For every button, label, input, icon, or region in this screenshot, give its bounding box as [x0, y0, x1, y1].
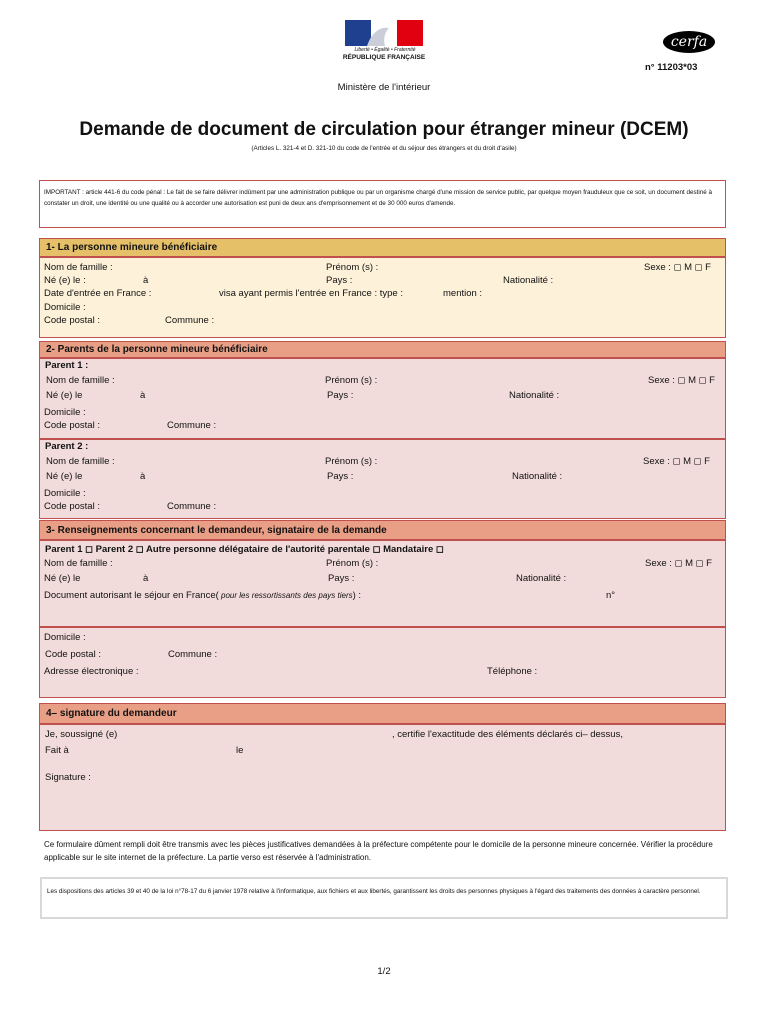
page-number: 1/2	[377, 966, 391, 977]
p1-pays: Pays :	[327, 390, 354, 401]
p2-sexe[interactable]: Sexe : ◻ M ◻ F	[643, 456, 710, 467]
s3-ne: Né (e) le	[44, 573, 81, 584]
p2-domicile: Domicile :	[44, 488, 86, 499]
s3-sexe[interactable]: Sexe : ◻ M ◻ F	[645, 558, 712, 569]
s3-doc-sejour	[44, 590, 361, 601]
p1-code-postal: Code postal :	[44, 420, 100, 431]
marianne-logo	[345, 20, 423, 46]
ministry: Ministère de l'intérieur	[337, 82, 431, 93]
s3-doc-sejour-end: ) :	[352, 590, 362, 601]
signature-box	[39, 724, 726, 831]
s4-soussigne: Je, soussigné (e)	[45, 729, 118, 740]
contact-box	[39, 627, 726, 698]
page-subtitle: (Articles L. 321-4 et D. 321-10 du code de l'entrée et du séjour des étrangers et du droit d'asile)	[251, 145, 517, 152]
cnil-notice: Les dispositions des articles 39 et 40 de la loi n°78-17 du 6 janvier 1978 relative à l'informatique, aux fichiers et aux libertés, garantissent les droits des personnes physiques à l'égard des traitements des données à caractère personnel.	[40, 877, 728, 919]
p2-prenom: Prénom (s) :	[325, 456, 378, 467]
s1-visa: visa ayant permis l'entrée en France : type :	[219, 288, 403, 299]
cerfa-logo: cerfa	[663, 31, 715, 53]
p2-pays: Pays :	[327, 471, 354, 482]
s4-signature: Signature :	[45, 772, 91, 783]
s4-fait: Fait à	[45, 745, 69, 756]
s3-pays: Pays :	[328, 573, 355, 584]
s1-code-postal: Code postal :	[44, 315, 100, 326]
s3-doc-sejour-text: Document autorisant le séjour en France(	[44, 590, 219, 601]
s3-doc-sejour-italic: pour les ressortissants des pays tiers	[218, 591, 353, 600]
motto: Liberté • Égalité • Fraternité	[354, 47, 416, 53]
p1-a: à	[140, 390, 146, 401]
s3-code-postal: Code postal :	[45, 649, 101, 660]
s3-domicile: Domicile :	[44, 632, 86, 643]
s4-certifie: , certifie l'exactitude des éléments déclarés ci– dessus,	[392, 729, 623, 740]
p2-nationalite: Nationalité :	[512, 471, 563, 482]
s3-prenom: Prénom (s) :	[326, 558, 379, 569]
s1-commune: Commune :	[165, 315, 215, 326]
s3-nom: Nom de famille :	[44, 558, 113, 569]
p2-code-postal: Code postal :	[44, 501, 100, 512]
s1-nom: Nom de famille :	[44, 262, 113, 273]
flag-icon	[345, 20, 423, 46]
p2-ne: Né (e) le	[46, 471, 83, 482]
s3-numero: n°	[606, 590, 616, 601]
page-title: Demande de document de circulation pour étranger mineur (DCEM)	[79, 119, 689, 140]
p1-nationalite: Nationalité :	[509, 390, 560, 401]
s1-mention: mention :	[443, 288, 483, 299]
important-notice: IMPORTANT : article 441-6 du code pénal : Le fait de se faire délivrer indûment par une administration publique ou par un organisme chargé d'une mission de service public, par quelque moyen frauduleux que ce soit, un document destiné à constater un droit, une identité ou une qualité ou à accorder une autorisation est puni de deux ans d'emprisonnement et de 30 000 euros d'amende.	[39, 180, 726, 228]
s1-nationalite: Nationalité :	[503, 275, 554, 286]
republic-label: RÉPUBLIQUE FRANÇAISE	[342, 54, 426, 61]
s3-commune: Commune :	[168, 649, 218, 660]
section4-header: 4– signature du demandeur	[39, 703, 726, 724]
p1-ne: Né (e) le	[46, 390, 83, 401]
s3-qualite[interactable]: Parent 1 ◻ Parent 2 ◻ Autre personne délégataire de l'autorité parentale ◻ Mandataire ◻	[45, 544, 444, 555]
s1-sexe[interactable]: Sexe : ◻ M ◻ F	[644, 262, 711, 273]
section3-header: 3- Renseignements concernant le demandeur, signataire de la demande	[39, 520, 726, 540]
p1-commune: Commune :	[167, 420, 217, 431]
section1-header: 1- La personne mineure bénéficiaire	[39, 238, 726, 257]
p1-sexe[interactable]: Sexe : ◻ M ◻ F	[648, 375, 715, 386]
p1-domicile: Domicile :	[44, 407, 86, 418]
s1-pays: Pays :	[326, 275, 353, 286]
p2-nom: Nom de famille :	[46, 456, 115, 467]
p1-prenom: Prénom (s) :	[325, 375, 378, 386]
p2-a: à	[140, 471, 146, 482]
s4-le: le	[236, 745, 244, 756]
footer-note: Ce formulaire dûment rempli doit être transmis avec les pièces justificatives demandées à la préfecture compétente pour le domicile de la personne mineure concernée. Vérifier la procédure applicable sur le site internet de la préfecture. La partie verso est réservée à l'administration.	[44, 840, 713, 862]
s1-domicile: Domicile :	[44, 302, 86, 313]
cerfa-number: n° 11203*03	[645, 62, 698, 73]
s1-ne: Né (e) le :	[44, 275, 86, 286]
parent1-label: Parent 1 :	[45, 360, 89, 371]
s3-a: à	[143, 573, 149, 584]
parent2-label: Parent 2 :	[45, 441, 89, 452]
s1-a: à	[143, 275, 149, 286]
section2-header: 2- Parents de la personne mineure bénéficiaire	[39, 341, 726, 358]
s3-telephone: Téléphone :	[487, 666, 538, 677]
p1-nom: Nom de famille :	[46, 375, 115, 386]
s3-email: Adresse électronique :	[44, 666, 139, 677]
s1-prenom: Prénom (s) :	[326, 262, 379, 273]
p2-commune: Commune :	[167, 501, 217, 512]
s1-date-entree: Date d'entrée en France :	[44, 288, 152, 299]
s3-nationalite: Nationalité :	[516, 573, 567, 584]
